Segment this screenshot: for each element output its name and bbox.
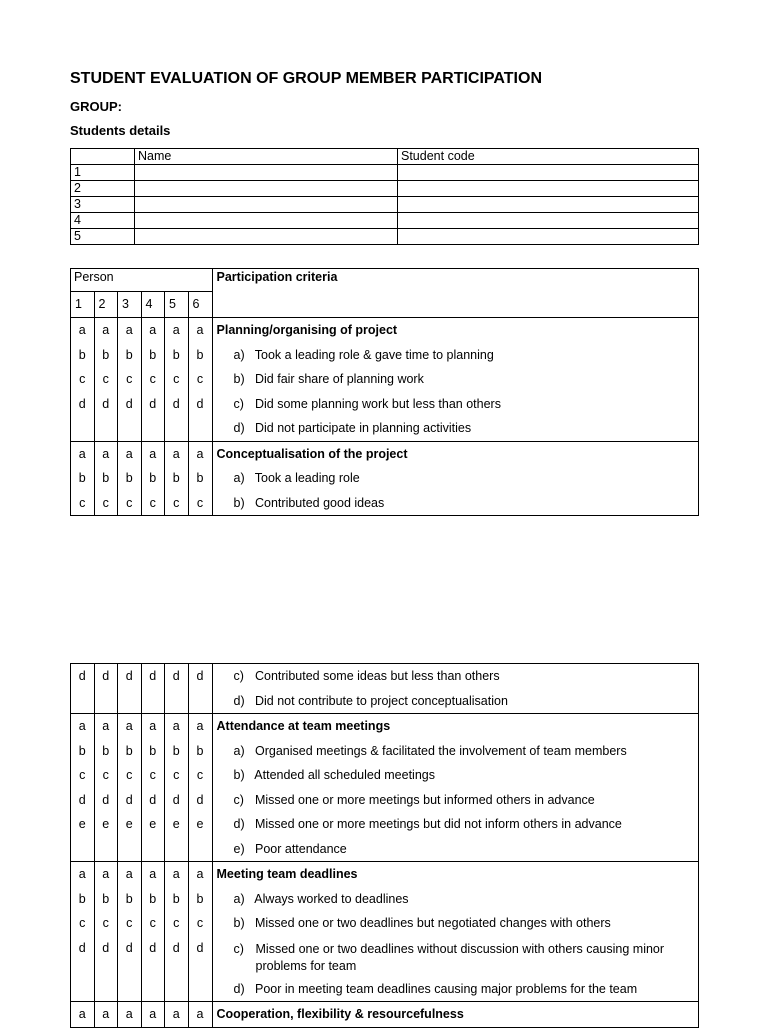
letter-column <box>94 714 118 862</box>
person-number: 5 <box>165 292 189 318</box>
letter[interactable]: c <box>196 768 204 782</box>
letter[interactable]: d <box>102 669 110 683</box>
criterion-title: Cooperation, flexibility & resourcefulness <box>216 1007 464 1021</box>
criterion-title: Meeting team deadlines <box>216 867 358 881</box>
student-code-cell[interactable] <box>398 165 699 181</box>
student-code-cell[interactable] <box>398 229 699 245</box>
criterion-cell <box>212 441 698 516</box>
letter[interactable]: c <box>173 372 180 386</box>
letter-column <box>71 1002 95 1028</box>
criterion-row <box>71 714 699 862</box>
option-key: a) <box>233 347 245 362</box>
option-key: e) <box>233 841 245 856</box>
letter[interactable]: c <box>149 372 156 386</box>
criterion-option <box>217 367 698 392</box>
letter-column <box>188 1002 212 1028</box>
letter[interactable]: b <box>125 347 133 362</box>
criterion-option <box>217 887 699 912</box>
letter-column <box>94 441 118 516</box>
letter-column <box>71 862 95 1002</box>
criterion-row <box>71 1002 699 1028</box>
students-header-row <box>71 149 699 165</box>
table-row <box>71 181 699 197</box>
letter-column <box>165 664 189 714</box>
letter[interactable]: a <box>149 446 157 461</box>
letter[interactable]: d <box>172 792 180 807</box>
letter[interactable]: c <box>79 495 86 510</box>
letter-column <box>118 1002 142 1028</box>
letter[interactable]: c <box>79 768 86 782</box>
letter[interactable]: b <box>172 347 180 362</box>
criterion-option <box>217 343 698 368</box>
option-text: Did some planning work but less than others <box>255 396 501 411</box>
letter[interactable]: e <box>172 817 180 831</box>
letter[interactable]: c <box>102 768 109 782</box>
students-header-cell: Student code <box>398 149 699 165</box>
criterion-title: Conceptualisation of the project <box>216 446 408 461</box>
option-text: Contributed good ideas <box>255 495 385 510</box>
letter[interactable]: c <box>126 916 133 930</box>
letter-column <box>71 441 95 516</box>
letter[interactable]: d <box>125 940 133 955</box>
letter[interactable]: c <box>173 768 180 782</box>
criterion-option <box>217 689 699 714</box>
option-key: c) <box>233 792 244 807</box>
letter[interactable]: a <box>125 446 133 461</box>
person-number: 2 <box>94 292 118 318</box>
letter[interactable]: b <box>196 891 204 906</box>
name-cell[interactable] <box>135 165 398 181</box>
letter[interactable]: d <box>172 396 180 411</box>
letter[interactable]: c <box>149 916 156 930</box>
letter[interactable]: a <box>196 323 204 337</box>
letter[interactable]: b <box>102 743 110 758</box>
letter[interactable]: a <box>78 323 86 337</box>
letter[interactable]: b <box>149 471 157 485</box>
option-text: Missed one or two deadlines but negotiated changes with others <box>254 916 611 930</box>
letter-column <box>141 318 165 442</box>
letter[interactable]: d <box>78 669 86 683</box>
criterion-option <box>217 936 699 977</box>
letter[interactable]: d <box>102 396 110 411</box>
option-text: Missed one or more meetings but did not inform others in advance <box>254 817 622 831</box>
letter-column <box>71 664 95 714</box>
option-key: b) <box>233 916 245 930</box>
letter[interactable]: a <box>196 867 204 881</box>
person-number: 3 <box>118 292 142 318</box>
letter[interactable]: a <box>196 446 204 461</box>
criterion-option <box>217 788 699 813</box>
criterion-cell <box>212 664 699 714</box>
letter-column <box>141 1002 165 1028</box>
letter[interactable]: d <box>78 396 86 411</box>
criterion-row <box>71 441 699 516</box>
letter-column <box>141 714 165 862</box>
students-details-label: Students details <box>70 123 171 138</box>
option-key: a) <box>233 743 245 758</box>
criterion-title: Attendance at team meetings <box>216 719 391 733</box>
letter-column <box>188 441 212 516</box>
criterion-option <box>217 739 699 764</box>
criterion-cell <box>212 862 699 1002</box>
letter[interactable]: a <box>78 867 86 881</box>
letter-column <box>118 714 142 862</box>
criterion-option <box>217 466 698 491</box>
letter[interactable]: a <box>125 719 133 733</box>
criterion-option <box>217 812 699 837</box>
letter[interactable]: d <box>196 940 204 955</box>
letter[interactable]: c <box>196 495 204 510</box>
letter[interactable]: a <box>172 719 180 733</box>
letter-column <box>94 664 118 714</box>
letter[interactable]: d <box>125 669 133 683</box>
letter-column <box>118 664 142 714</box>
criterion-option <box>217 392 698 417</box>
letter[interactable]: a <box>102 446 110 461</box>
letter[interactable]: d <box>149 396 157 411</box>
letter[interactable]: b <box>78 471 86 485</box>
criterion-option <box>217 977 699 1002</box>
criterion-cell <box>212 1002 699 1028</box>
criterion-option <box>217 837 699 862</box>
option-text: Missed one or two deadlines without discussion with others causing minor problems for team <box>255 941 665 973</box>
letter[interactable]: b <box>196 743 204 758</box>
row-number: 2 <box>71 181 135 197</box>
letter-column <box>94 862 118 1002</box>
letter[interactable]: b <box>149 891 157 906</box>
letter[interactable]: a <box>125 867 133 881</box>
letter-column <box>71 714 95 862</box>
letter[interactable]: a <box>172 867 180 881</box>
letter[interactable]: a <box>149 1007 157 1021</box>
option-text: Missed one or more meetings but informed others in advance <box>254 792 595 807</box>
letter-column <box>118 441 142 516</box>
letter[interactable]: b <box>125 743 133 758</box>
letter[interactable]: d <box>196 669 204 683</box>
letter[interactable]: d <box>78 792 86 807</box>
letter-column <box>118 318 142 442</box>
row-number: 3 <box>71 197 135 213</box>
table-row <box>71 229 699 245</box>
person-header: Person <box>71 269 213 292</box>
letter[interactable]: a <box>125 323 133 337</box>
letter[interactable]: b <box>102 891 110 906</box>
letter[interactable]: c <box>79 372 86 386</box>
participation-criteria-header: Participation criteria <box>212 269 698 318</box>
option-text: Always worked to deadlines <box>254 891 409 906</box>
letter[interactable]: b <box>172 471 180 485</box>
row-number: 4 <box>71 213 135 229</box>
option-text: Contributed some ideas but less than others <box>254 669 500 683</box>
table-row <box>71 165 699 181</box>
criterion-option <box>217 664 699 689</box>
letter-column <box>118 862 142 1002</box>
criteria-table-continued <box>70 663 699 1028</box>
option-text: Attended all scheduled meetings <box>254 768 435 782</box>
letter[interactable]: d <box>125 396 133 411</box>
letter-column <box>71 318 95 442</box>
letter[interactable]: d <box>149 669 157 683</box>
person-number: 4 <box>141 292 165 318</box>
letter[interactable]: b <box>196 471 204 485</box>
letter[interactable]: b <box>149 743 157 758</box>
option-key: d) <box>233 421 245 435</box>
letter[interactable]: a <box>149 323 157 337</box>
letter[interactable]: b <box>102 471 110 485</box>
letter[interactable]: d <box>149 792 157 807</box>
letter[interactable]: b <box>149 347 157 362</box>
criterion-option <box>217 911 699 936</box>
letter[interactable]: b <box>78 891 86 906</box>
student-code-cell[interactable] <box>398 181 699 197</box>
page-title: STUDENT EVALUATION OF GROUP MEMBER PARTICIPATION <box>70 70 542 87</box>
letter[interactable]: b <box>102 347 110 362</box>
letter[interactable]: a <box>172 446 180 461</box>
letter[interactable]: d <box>102 940 110 955</box>
criterion-option <box>217 416 698 441</box>
letter[interactable]: c <box>196 916 204 930</box>
letter[interactable]: b <box>78 347 86 362</box>
option-key: d) <box>233 817 245 831</box>
name-cell[interactable] <box>135 229 398 245</box>
criteria-table <box>70 268 699 516</box>
letter[interactable]: d <box>196 396 204 411</box>
letter[interactable]: c <box>102 495 109 510</box>
letter[interactable]: a <box>196 1007 204 1021</box>
letter-column <box>141 441 165 516</box>
letter[interactable]: b <box>172 743 180 758</box>
letter[interactable]: a <box>78 446 86 461</box>
letter[interactable]: a <box>102 323 110 337</box>
table-row <box>71 197 699 213</box>
letter-column <box>94 1002 118 1028</box>
letter[interactable]: e <box>125 817 133 831</box>
option-text: Organised meetings & facilitated the involvement of team members <box>254 743 627 758</box>
criterion-title: Planning/organising of project <box>216 323 398 337</box>
letter-column <box>141 664 165 714</box>
letter[interactable]: c <box>126 372 133 386</box>
option-key: c) <box>233 941 244 956</box>
letter[interactable]: c <box>173 916 180 930</box>
letter[interactable]: e <box>102 817 110 831</box>
students-header-cell: Name <box>135 149 398 165</box>
letter[interactable]: b <box>125 471 133 485</box>
letter[interactable]: a <box>196 719 204 733</box>
name-cell[interactable] <box>135 197 398 213</box>
letter[interactable]: a <box>149 719 157 733</box>
letter[interactable]: c <box>149 768 156 782</box>
letter-column <box>188 318 212 442</box>
option-text: Did fair share of planning work <box>255 372 424 386</box>
letter[interactable]: d <box>125 792 133 807</box>
option-key: d) <box>233 693 245 708</box>
letter[interactable]: c <box>102 916 109 930</box>
letter[interactable]: d <box>78 940 86 955</box>
letter[interactable]: e <box>196 817 204 831</box>
option-text: Took a leading role & gave time to planning <box>254 347 494 362</box>
students-header-cell <box>71 149 135 165</box>
option-text: Did not participate in planning activities <box>255 421 472 435</box>
option-key: d) <box>233 981 245 996</box>
letter[interactable]: a <box>172 323 180 337</box>
letter[interactable]: e <box>78 817 86 831</box>
letter[interactable]: a <box>102 719 110 733</box>
letter[interactable]: a <box>149 867 157 881</box>
criterion-option <box>217 763 699 788</box>
letter-column <box>165 318 189 442</box>
option-key: c) <box>233 669 244 683</box>
letter[interactable]: d <box>172 669 180 683</box>
student-code-cell[interactable] <box>398 197 699 213</box>
option-key: b) <box>233 768 245 782</box>
letter[interactable]: e <box>149 817 157 831</box>
group-label: GROUP: <box>70 99 122 114</box>
criterion-row <box>71 862 699 1002</box>
letter-column <box>165 441 189 516</box>
person-number: 1 <box>71 292 95 318</box>
letter[interactable]: b <box>196 347 204 362</box>
letter[interactable]: c <box>79 916 86 930</box>
criterion-cell <box>212 714 699 862</box>
letter[interactable]: a <box>172 1007 180 1021</box>
name-cell[interactable] <box>135 213 398 229</box>
table-row <box>71 213 699 229</box>
option-key: b) <box>233 495 245 510</box>
row-number: 1 <box>71 165 135 181</box>
letter[interactable]: d <box>172 940 180 955</box>
letter[interactable]: c <box>102 372 109 386</box>
letter[interactable]: b <box>172 891 180 906</box>
letter[interactable]: a <box>78 1007 86 1021</box>
letter[interactable]: d <box>102 792 110 807</box>
option-text: Poor attendance <box>254 841 347 856</box>
letter[interactable]: c <box>149 495 156 510</box>
letter[interactable]: a <box>102 1007 110 1021</box>
students-table <box>70 148 699 245</box>
person-number: 6 <box>188 292 212 318</box>
option-key: b) <box>233 372 245 386</box>
criterion-option <box>217 491 698 516</box>
option-key: a) <box>233 891 245 906</box>
option-key: a) <box>233 471 245 485</box>
letter-column <box>165 862 189 1002</box>
criterion-row <box>71 318 699 442</box>
letter[interactable]: c <box>126 768 133 782</box>
letter-column <box>165 1002 189 1028</box>
letter[interactable]: a <box>125 1007 133 1021</box>
letter[interactable]: b <box>125 891 133 906</box>
letter[interactable]: d <box>196 792 204 807</box>
option-text: Took a leading role <box>254 471 360 485</box>
student-code-cell[interactable] <box>398 213 699 229</box>
letter-column <box>94 318 118 442</box>
letter[interactable]: c <box>173 495 180 510</box>
row-number: 5 <box>71 229 135 245</box>
letter[interactable]: c <box>126 495 133 510</box>
letter-column <box>188 714 212 862</box>
option-text: Did not contribute to project conceptualisation <box>254 693 508 708</box>
letter-column <box>165 714 189 862</box>
criterion-row <box>71 664 699 714</box>
letter[interactable]: a <box>78 719 86 733</box>
letter[interactable]: d <box>149 940 157 955</box>
name-cell[interactable] <box>135 181 398 197</box>
letter-column <box>141 862 165 1002</box>
letter-column <box>188 664 212 714</box>
letter[interactable]: c <box>196 372 204 386</box>
letter-column <box>188 862 212 1002</box>
option-text: Poor in meeting team deadlines causing major problems for the team <box>254 981 638 996</box>
letter[interactable]: a <box>102 867 110 881</box>
criterion-cell <box>212 318 698 442</box>
option-key: c) <box>233 396 244 411</box>
letter[interactable]: b <box>78 743 86 758</box>
